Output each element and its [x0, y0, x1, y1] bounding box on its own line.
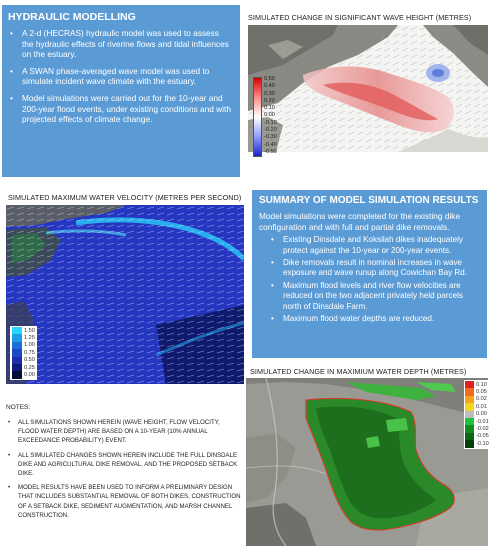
depth-legend-label: 0.01	[476, 403, 487, 410]
legend-swatch	[12, 327, 22, 334]
note-item: • MODEL RESULTS HAVE BEEN USED TO INFORM A PRELIMINARY DESIGN THAT INCLUDES SUBSTANTIAL REMOVAL OF BOTH DIKES, CONSTRUCTION OF A SETBACK DIKE, SEDIMENT AUGMENTATION, AND MARSH CHANNEL CONSTRUCTION.	[6, 483, 242, 520]
velocity-legend-label: 0.50	[24, 357, 35, 364]
legend-swatch	[465, 411, 474, 418]
velocity-legend-row	[12, 334, 35, 341]
summary-bullet-list	[259, 235, 480, 324]
wave-legend-label: -0.10	[264, 119, 277, 126]
depth-figure-title: SIMULATED CHANGE IN MAXIMIUM WATER DEPTH (METRES)	[250, 367, 467, 376]
legend-swatch	[12, 371, 22, 378]
wave-legend-labels	[264, 76, 277, 156]
velocity-legend-label: 0.75	[24, 349, 35, 356]
velocity-legend-row	[12, 364, 35, 371]
summary-bullet: • Maximum flood levels and river flow velocities are reduced on the two adjacent privately held parcels north of Dinsdale Farm.	[269, 281, 480, 312]
depth-legend-row	[465, 403, 489, 410]
wave-legend-label: 0.40	[264, 83, 275, 90]
water-depth-map	[246, 378, 488, 546]
velocity-legend-row	[12, 357, 35, 364]
velocity-legend-row	[12, 327, 35, 334]
water-velocity-map	[6, 205, 244, 384]
hydraulic-bullet: • A 2-d (HECRAS) hydraulic model was used to assess the hydraulic effects of riverine flows and tidal influences on the estuary.	[8, 28, 232, 60]
depth-legend-label: 0.02	[476, 396, 487, 403]
velocity-legend	[10, 326, 37, 380]
wave-legend-label: 0.20	[264, 97, 275, 104]
legend-swatch	[465, 396, 474, 403]
legend-swatch	[465, 425, 474, 432]
wave-legend-colorbar	[253, 77, 262, 157]
depth-legend-label: -0.05	[476, 433, 489, 440]
wave-legend-label: 0.10	[264, 105, 275, 112]
velocity-figure-title: SIMULATED MAXIMUM WATER VELOCITY (METRES PER SECOND)	[8, 193, 242, 202]
summary-title: SUMMARY OF MODEL SIMULATION RESULTS	[259, 195, 479, 206]
wave-legend-label: 0.30	[264, 90, 275, 97]
depth-legend-label: 0.10	[476, 381, 487, 388]
summary-bullet: • Dike removals result in nominal increases in wave exposure and wave runup along Cowichan Bay Rd.	[269, 258, 480, 279]
legend-swatch	[12, 364, 22, 371]
velocity-legend-label: 1.25	[24, 335, 35, 342]
legend-swatch	[12, 357, 22, 364]
legend-swatch	[465, 403, 474, 410]
depth-legend-row	[465, 425, 489, 432]
depth-legend-row	[465, 418, 489, 425]
notes-title: NOTES:	[6, 404, 31, 411]
legend-swatch	[12, 349, 22, 356]
wave-legend-label: -0.40	[264, 141, 277, 148]
velocity-legend-label: 0.00	[24, 372, 35, 379]
hydraulic-bullet: • A SWAN phase-averaged wave model was used to simulate incident wave climate with the estuary.	[8, 66, 232, 87]
depth-legend-label: 0.00	[476, 411, 487, 418]
summary-panel	[252, 190, 487, 358]
wave-legend-label: -0.50	[264, 148, 277, 155]
legend-swatch	[465, 440, 474, 447]
wave-legend-label: 0.50	[264, 76, 275, 82]
legend-swatch	[12, 334, 22, 341]
wave-height-map	[248, 25, 488, 152]
legend-swatch	[465, 381, 474, 388]
velocity-legend-row	[12, 342, 35, 349]
hydraulic-bullet: • Model simulations were carried out for the 10-year and 200-year flood events, under existing conditions and with projected effects of climate change.	[8, 93, 232, 125]
wave-figure-title: SIMULATED CHANGE IN SIGNIFICANT WAVE HEIGHT (METRES)	[248, 13, 472, 22]
wave-legend-label: 0.00	[264, 112, 275, 119]
velocity-legend-row	[12, 371, 35, 378]
depth-legend-label: 0.05	[476, 389, 487, 396]
depth-legend-row	[465, 440, 489, 447]
legend-swatch	[465, 418, 474, 425]
depth-legend	[464, 380, 490, 449]
depth-legend-row	[465, 381, 489, 388]
wave-legend-label: -0.30	[264, 134, 277, 141]
summary-intro: Model simulations were completed for the existing dike configuration and with full and partial dike removals.	[259, 211, 461, 232]
velocity-legend-label: 1.50	[24, 327, 35, 334]
legend-swatch	[12, 342, 22, 349]
hydraulic-modelling-title: HYDRAULIC MODELLING	[8, 11, 136, 23]
notes-list	[6, 418, 242, 520]
depth-legend-row	[465, 433, 489, 440]
depth-legend-label: -0.01	[476, 418, 489, 425]
legend-swatch	[465, 388, 474, 395]
hydraulic-bullet-list	[8, 28, 232, 125]
depth-legend-label: -0.02	[476, 426, 489, 433]
summary-bullet: • Maximum flood water depths are reduced.	[269, 314, 480, 324]
hydraulic-modelling-panel	[2, 5, 240, 177]
note-item: • ALL SIMULATED CHANGES SHOWN HEREIN INCLUDE THE FULL DINSDALE DIKE AND AGRICULTURAL DIKE REMOVAL, AND THE PROPOSED SETBACK DIKE.	[6, 451, 242, 479]
velocity-legend-label: 0.25	[24, 364, 35, 371]
wave-legend-label: -0.20	[264, 127, 277, 134]
depth-legend-row	[465, 388, 489, 395]
depth-legend-row	[465, 411, 489, 418]
velocity-legend-label: 1.00	[24, 342, 35, 349]
legend-swatch	[465, 433, 474, 440]
notes-section	[6, 404, 242, 525]
depth-legend-label: -0.10	[476, 440, 489, 447]
velocity-legend-row	[12, 349, 35, 356]
depth-legend-row	[465, 396, 489, 403]
summary-bullet: • Existing Dinsdale and Koksilah dikes inadequately protect against the 10-year or 200-year events.	[269, 235, 480, 256]
note-item: • ALL SIMULATIONS SHOWN HEREIN (WAVE HEIGHT, FLOW VELOCITY, FLOOD WATER DEPTH) ARE BASED ON A 10-YEAR (10% ANNUAL EXCEEDANCE PROBABILITY) EVENT.	[6, 418, 242, 446]
